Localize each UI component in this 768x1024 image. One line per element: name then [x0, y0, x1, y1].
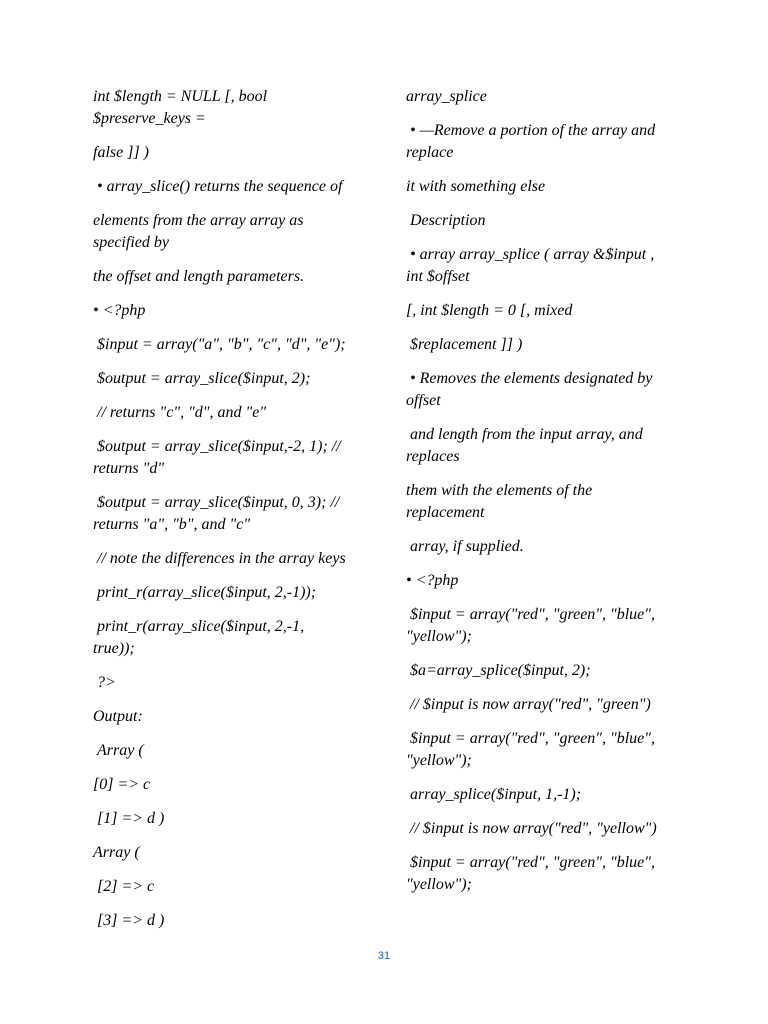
paragraph: it with something else: [406, 178, 546, 195]
paragraph: [, int $length = 0 [, mixed: [406, 302, 573, 319]
paragraph: $input = array("red", "green", "blue", "yellow");: [406, 730, 655, 769]
paragraph: false ]] ): [93, 144, 149, 161]
paragraph: $input = array("red", "green", "blue", "yellow");: [406, 854, 655, 893]
paragraph: array_splice($input, 1,-1);: [406, 786, 582, 803]
paragraph: the offset and length parameters.: [93, 268, 305, 285]
paragraph: $output = array_slice($input,-2, 1); // returns "d": [93, 438, 341, 477]
paragraph: [0] => c: [93, 776, 151, 793]
paragraph: and length from the input array, and replaces: [406, 426, 643, 465]
paragraph: ?>: [93, 674, 116, 691]
paragraph: $input = array("a", "b", "c", "d", "e");: [93, 336, 346, 353]
paragraph: Description: [406, 212, 486, 229]
paragraph: [2] => c: [93, 878, 155, 895]
paragraph: $input = array("red", "green", "blue", "yellow");: [406, 606, 655, 645]
paragraph: // $input is now array("red", "yellow"): [406, 820, 657, 837]
paragraph: $output = array_slice($input, 0, 3); // returns "a", "b", and "c": [93, 494, 340, 533]
paragraph: int $length = NULL [, bool $preserve_keys =: [93, 88, 268, 127]
paragraph: elements from the array array as specified by: [93, 212, 304, 251]
paragraph: • <?php: [93, 302, 146, 319]
page-number: 31: [377, 950, 391, 962]
right-column: [406, 86, 686, 908]
paragraph: them with the elements of the replacement: [406, 482, 593, 521]
paragraph: • array array_splice ( array &$input , int $offset: [406, 246, 655, 285]
paragraph: // note the differences in the array keys: [93, 550, 346, 567]
paragraph: [3] => d ): [93, 912, 165, 929]
paragraph: • array_slice() returns the sequence of: [93, 178, 343, 195]
paragraph: Output:: [93, 708, 143, 725]
paragraph: Array (: [93, 742, 144, 759]
left-column: [93, 86, 373, 944]
paragraph: • <?php: [406, 572, 459, 589]
paragraph: Array (: [93, 844, 140, 861]
paragraph: $a=array_splice($input, 2);: [406, 662, 591, 679]
paragraph: array_splice: [406, 88, 487, 105]
paragraph: print_r(array_slice($input, 2,-1, true));: [93, 618, 305, 657]
paragraph: array, if supplied.: [406, 538, 524, 555]
paragraph: // $input is now array("red", "green"): [406, 696, 651, 713]
paragraph: $replacement ]] ): [406, 336, 523, 353]
paragraph: • —Remove a portion of the array and replace: [406, 122, 656, 161]
paragraph: // returns "c", "d", and "e": [93, 404, 267, 421]
paragraph: • Removes the elements designated by offset: [406, 370, 653, 409]
paragraph: $output = array_slice($input, 2);: [93, 370, 311, 387]
paragraph: print_r(array_slice($input, 2,-1));: [93, 584, 317, 601]
paragraph: [1] => d ): [93, 810, 165, 827]
